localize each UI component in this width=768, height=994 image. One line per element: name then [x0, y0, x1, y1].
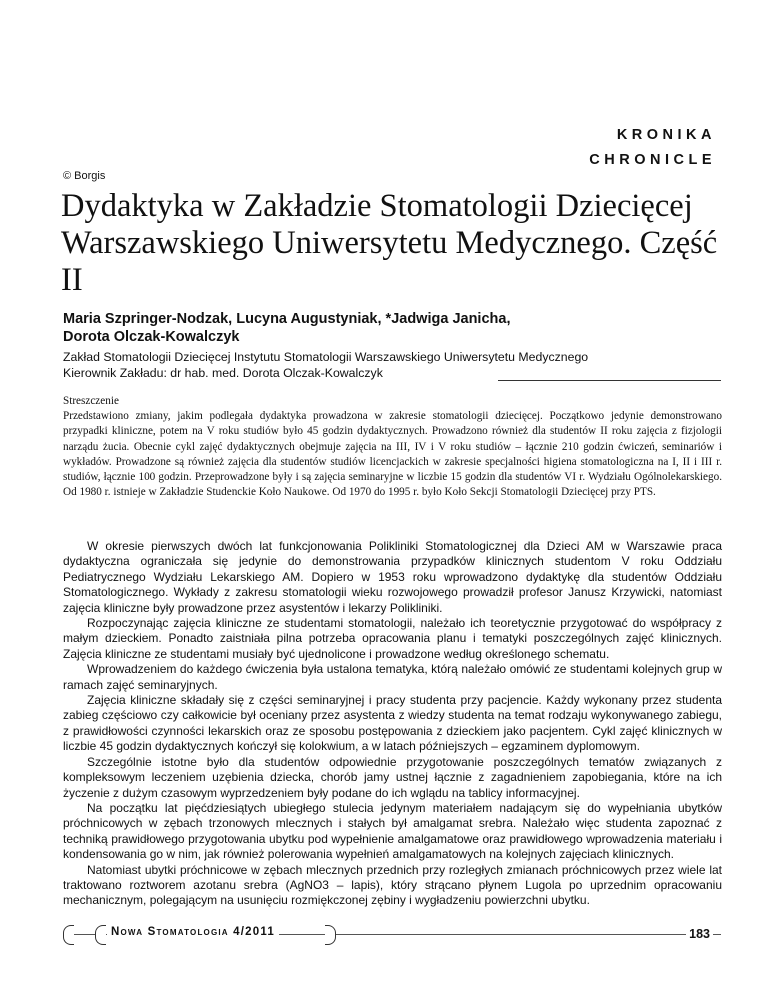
journal-name: Nowa Stomatologia 4/2011	[107, 926, 279, 938]
body-paragraph: Szczególnie istotne było dla studentów odpowiednie przygotowanie poszczególnych tematów związanych z kompleksowym leczeniem uzębienia dziecka, chorób jamy ustnej łącznie z zagadnieniem zapobiegania, które na ich życzenie z dużym czasowym wyprzedzeniem były podane do ich wglądu na tablicy informacyjnej.	[63, 754, 722, 800]
body-paragraph: Na początku lat pięćdziesiątych ubiegłego stulecia jedynym materiałem nadającym się do wypełniania ubytków próchnicowych w zębach trzonowych mlecznych i stałych był amalgamat srebra. Należało więc studenta zapoznać z techniką prawidłowego przygotowania ubytku pod wypełnienie amalgamatowe oraz prawidłowego wprowadzenia materiału i kondensowania go w nim, jak również polerowania wypełnień amalgamatowych na kolejnych zajęciach klinicznych.	[63, 800, 722, 862]
body-paragraph: Rozpoczynając zajęcia kliniczne ze studentami stomatologii, należało ich teoretycznie przygotować do współpracy z małym dzieckiem. Ponadto zaistniała pilna potrzeba opracowania planu i tematyki poszczególnych zajęć klinicznych. Zajęcia kliniczne ze studentami musiały być ujednolicone i prowadzone według określonego schematu.	[63, 616, 722, 661]
footer-bracket-journal-right	[325, 925, 336, 945]
copyright-notice: © Borgis	[63, 170, 106, 182]
body-paragraph: Zajęcia kliniczne składały się z części seminaryjnej i pracy studenta przy pacjencie. Każdy wykonany przez studenta zabieg częściowo czy całkowicie był oceniany przez asystenta z wiedzy studenta na temat rodzaju wykonywanego zabiegu, z prawidłowości czynności lekarskich oraz ze sposobu postępowania z dzieckiem jako pacjentem. Cykl zajęć klinicznych w liczbie 45 godzin dydaktycznych kończył się kolokwium, a w latach późniejszych – egzaminem dyplomowym.	[63, 693, 722, 754]
page-footer	[63, 925, 721, 943]
author-line-2: Dorota Olczak-Kowalczyk	[63, 329, 240, 345]
section-label-en: CHRONICLE	[589, 152, 716, 168]
body-paragraph: Wprowadzeniem do każdego ćwiczenia była ustalona tematyka, którą należało omówić ze studentami kolejnych grup w ramach zajęć seminaryjnych.	[63, 662, 722, 692]
affiliation-divider	[498, 380, 721, 381]
footer-bracket-journal-left	[95, 925, 106, 945]
article-title: Dydaktyka w Zakładzie Stomatologii Dziecięcej Warszawskiego Uniwersytetu Medycznego. Część II	[61, 188, 718, 298]
footer-bracket-left	[63, 925, 74, 945]
affiliation-block	[63, 349, 743, 381]
page-number: 183	[686, 927, 713, 941]
article-body	[63, 539, 722, 909]
body-paragraph: W okresie pierwszych dwóch lat funkcjonowania Polikliniki Stomatologicznej dla Dzieci AM w Warszawie praca dydaktyczna ograniczała się jedynie do demonstrowania przypadków klinicznych studentom V roku Oddziału Pediatrycznego Wydziału Lekarskiego AM. Dopiero w 1953 roku wprowadzono dydaktykę dla studentów Oddziału Stomatologicznego. Wykłady z zakresu stomatologii wieku rozwojowego prowadził profesor Janusz Krzywicki, natomiast zajęcia kliniczne były prowadzone przez asystentów i lekarzy Polikliniki.	[63, 539, 722, 615]
affiliation: Zakład Stomatologii Dziecięcej Instytutu Stomatologii Warszawskiego Uniwersytetu Medycznego	[63, 350, 589, 364]
body-paragraph: Natomiast ubytki próchnicowe w zębach mlecznych przednich przy rozległych zmianach próchnicowych przez wiele lat traktowano roztworem azotanu srebra (AgNO3 – lapis), który strącano płynem Lugola po uprzednim opracowaniu mechanicznym, polegającym na usunięciu rozmiękczonej zębiny i wygładzeniu powierzchni ubytku.	[63, 862, 722, 908]
section-label-pl: KRONIKA	[616, 127, 716, 143]
abstract-text: Przedstawiono zmiany, jakim podlegała dydaktyka prowadzona w zakresie stomatologii dziecięcej. Początkowo jedynie demonstrowano przypadki kliniczne, potem na V roku studiów było 45 godzin dydaktycznych. Prowadzono również dla studentów II roku zajęcia z fizjologii narządu żucia. Obecnie cykl zajęć dydaktycznych obejmuje zajęcia na III, IV i V roku studiów – łącznie 210 godzin ćwiczeń, seminariów i wykładów. Prowadzone są również zajęcia dla studentów studiów licencjackich w zakresie specjalności higiena stomatologiczna na I, II i III r. studiów, łącznie 100 godzin. Przeprowadzone były i są zajęcia seminaryjne w liczbie 15 godzin dla studentów VI r. Wydziału Ogólnolekarskiego. Od 1980 r. istnieje w Zakładzie Studenckie Koło Naukowe. Od 1970 do 1995 r. było Koło Sekcji Stomatologii Dziecięcej przy PTS.	[63, 410, 722, 499]
author-line-1: Maria Szpringer-Nodzak, Lucyna Augustyniak, *Jadwiga Janicha,	[63, 311, 511, 327]
head-of-department: Kierownik Zakładu: dr hab. med. Dorota Olczak-Kowalczyk	[63, 366, 383, 380]
abstract-heading: Streszczenie	[63, 395, 119, 407]
abstract	[63, 394, 722, 500]
author-list	[63, 310, 723, 346]
